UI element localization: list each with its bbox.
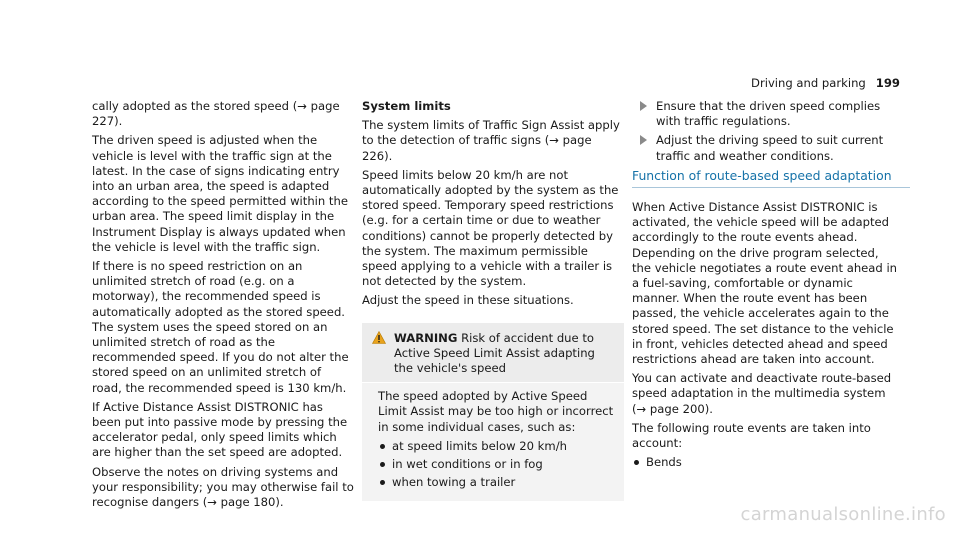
paragraph: cally adopted as the stored speed (→ page 227).	[92, 99, 340, 129]
arrow-step-icon	[640, 101, 647, 111]
step-text: Adjust the driving speed to suit current traffic and weather conditions.	[656, 133, 884, 163]
arrow-step-icon	[640, 135, 647, 145]
warning-box	[362, 323, 624, 502]
route-events-list	[632, 455, 900, 470]
page-header	[751, 76, 900, 90]
warning-header	[362, 323, 624, 384]
instruction-step	[632, 99, 900, 129]
paragraph: The following route events are taken into account:	[632, 420, 871, 451]
instruction-step	[632, 133, 900, 163]
paragraph: Speed limits below 20 km/h are not automatically adopted by the system as the stored speed. Temporary speed restrictions (e.g. for a certain time or due to weather conditions) cannot be properly detected by the system. The maximum permissible speed applying to a vehicle with a trailer is not detected by the system.	[362, 167, 619, 289]
list-item: in wet conditions or in fog	[378, 457, 614, 472]
warning-body	[362, 383, 624, 501]
warning-triangle-icon	[372, 331, 394, 348]
warning-list	[378, 439, 614, 491]
paragraph: The system limits of Traffic Sign Assist apply to the detection of traffic signs (→ page 226).	[362, 118, 620, 163]
list-item: at speed limits below 20 km/h	[378, 439, 614, 454]
paragraph: The speed adopted by Active Speed Limit Assist may be too high or incorrect in some individual cases, such as:	[378, 389, 614, 434]
section-name: Driving and parking	[751, 76, 866, 90]
list-item: when towing a trailer	[378, 475, 614, 490]
column-middle	[362, 99, 624, 501]
step-text: Ensure that the driven speed complies with traffic regulations.	[656, 99, 881, 129]
list-item: Bends	[632, 455, 900, 470]
watermark: carmanualsonline.info	[740, 504, 946, 525]
paragraph: If Active Distance Assist DISTRONIC has been put into passive mode by pressing the accelerator pedal, only speed limits which are higher than the set speed are adopted.	[92, 399, 348, 460]
section-title: Function of route-based speed adaptation	[632, 167, 892, 183]
column-right	[632, 99, 900, 473]
section-divider	[632, 187, 910, 188]
paragraph: Adjust the speed in these situations.	[362, 293, 574, 308]
paragraph: Observe the notes on driving systems and your responsibility; you may otherwise fail to recognise dangers (→ page 180).	[92, 464, 354, 510]
paragraph: When Active Distance Assist DISTRONIC is activated, the vehicle speed will be adapted accordingly to the route events ahead. Depending on the drive program selected, the vehicle negotiates a route event ahead in a fuel-saving, comfortable or dynamic manner. When the route event has been passed, the vehicle accelerates again to the stored speed. The set distance to the vehicle in front, vehicles detected ahead and speed restrictions ahead are taken into account.	[632, 200, 898, 367]
warning-label: WARNING	[394, 330, 458, 345]
paragraph: The driven speed is adjusted when the vehicle is level with the traffic sign at the latest. In the case of signs indicating entry into an urban area, the speed is adapted according to the speed permitted within the urban area. The speed limit display in the Instrument Display is always updated when the vehicle is level with the traffic sign.	[92, 133, 348, 254]
warning-title	[394, 331, 614, 377]
column-left	[92, 99, 354, 514]
system-limits-heading: System limits	[362, 99, 451, 113]
paragraph: You can activate and deactivate route-based speed adaptation in the multimedia system (→ page 200).	[632, 371, 892, 416]
paragraph: If there is no speed restriction on an unlimited stretch of road (e.g. on a motorway), the recommended speed is automatically adopted as the stored speed. The system uses the speed stored on an unlimited stretch of road as the recommended speed. If you do not alter the stored speed on an unlimited stretch of road, the recommended speed is 130 km/h.	[92, 259, 349, 395]
warning-text: Risk of accident due to Active Speed Limit Assist adapting the vehicle's speed	[394, 330, 595, 376]
page-number: 199	[875, 76, 900, 90]
